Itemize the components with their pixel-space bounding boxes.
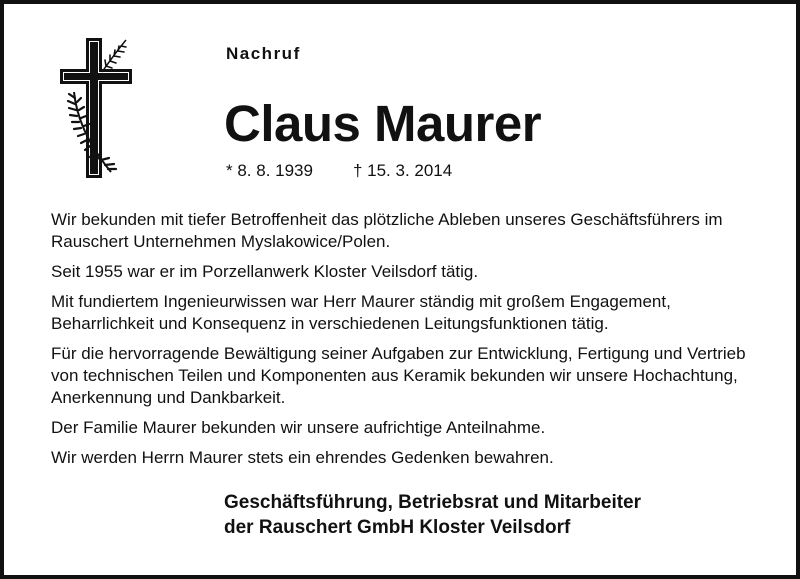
body-paragraph: Seit 1955 war er im Porzellanwerk Kloster Veilsdorf tätig.: [51, 262, 479, 281]
death-date: † 15. 3. 2014: [352, 161, 453, 180]
deceased-name: Claus Maurer: [224, 95, 542, 152]
body-paragraph: Wir bekunden mit tiefer Betroffenheit das plötzliche Ableben unseres Geschäftsführers im Rauschert Unternehmen Myslakowice/Polen.: [51, 210, 723, 251]
birth-date: * 8. 8. 1939: [226, 161, 313, 180]
signoff-line: Geschäftsführung, Betriebsrat und Mitarbeiter: [224, 492, 642, 513]
notice-body: [51, 209, 771, 477]
body-paragraph: Mit fundiertem Ingenieurwissen war Herr Maurer ständig mit großem Engagement, Beharrlichkeit und Konsequenz in verschiedenen Leitungsfunktionen tätig.: [51, 292, 671, 333]
signoff: [224, 490, 641, 540]
cross-with-palm-icon: [56, 32, 136, 182]
body-paragraph: Für die hervorragende Bewältigung seiner Aufgaben zur Entwicklung, Fertigung und Vertrieb von technischen Teilen und Komponenten aus Keramik bekunden wir unsere Hochachtung, Anerkennung und Dankbarkeit.: [51, 344, 746, 407]
body-paragraph: Der Familie Maurer bekunden wir unsere aufrichtige Anteilnahme.: [51, 418, 546, 437]
signoff-line: der Rauschert GmbH Kloster Veilsdorf: [224, 517, 571, 538]
body-paragraph: Wir werden Herrn Maurer stets ein ehrendes Gedenken bewahren.: [51, 448, 554, 467]
life-dates: [226, 161, 452, 181]
notice-heading: Nachruf: [226, 44, 301, 63]
